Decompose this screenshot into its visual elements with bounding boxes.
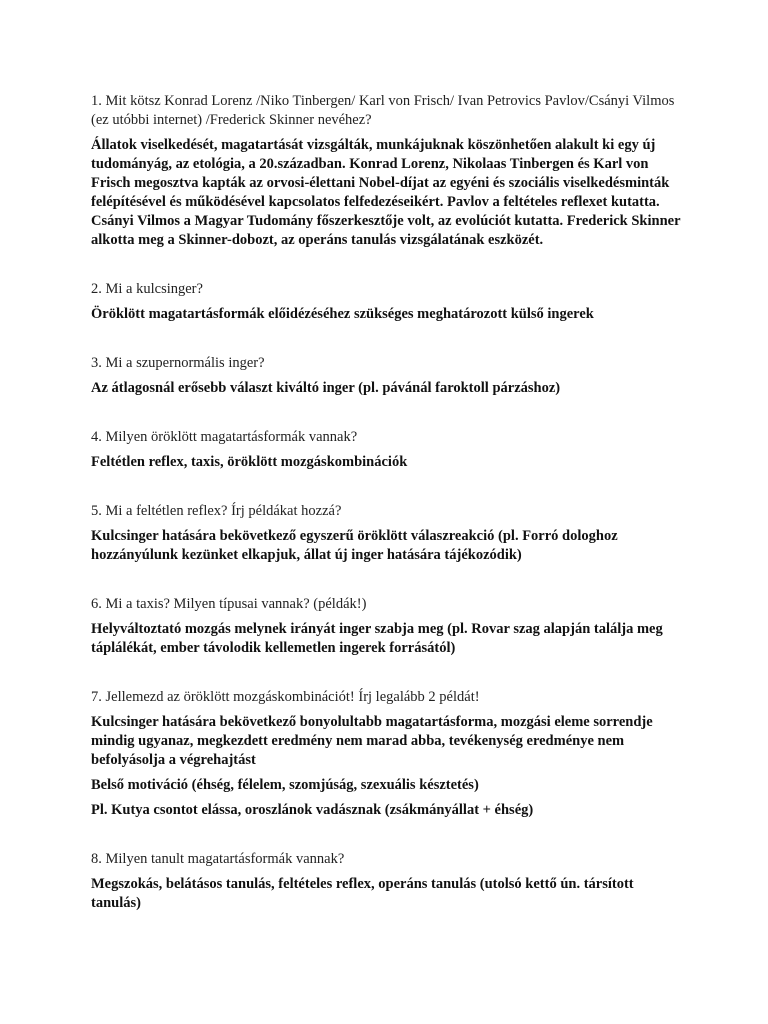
question-4: 4. Milyen öröklött magatartásformák vannak? [91, 429, 358, 445]
question-2: 2. Mi a kulcsinger? [91, 281, 203, 297]
question-block-2 [91, 280, 681, 324]
answer-3: Az átlagosnál erősebb választ kiváltó inger (pl. pávánál faroktoll párzáshoz) [91, 380, 561, 396]
answer-1: Állatok viselkedését, magatartását vizsgálták, munkájuknak köszönhetően alakult ki egy új tudományág, az etológia, a 20.században. Konrad Lorenz, Nikolaas Tinbergen és Karl von Frisch megosztva kapták az orvosi-élettani Nobel-díjat az egyéni és szociális viselkedésminták felépítésével és működésével kapcsolatos felfedezéseikért. Pavlov a feltételes reflexet kutatta. Csányi Vilmos a Magyar Tudomány főszerkesztője volt, az evolúciót kutatta. Frederick Skinner alkotta meg a Skinner-dobozt, az operáns tanulás vizsgálatának eszközét. [91, 137, 681, 248]
answer-8: Megszokás, belátásos tanulás, feltételes reflex, operáns tanulás (utolsó kettő ún. társított tanulás) [91, 876, 634, 911]
question-block-1 [91, 92, 681, 250]
question-8: 8. Milyen tanult magatartásformák vannak? [91, 851, 345, 867]
question-5: 5. Mi a feltétlen reflex? Írj példákat hozzá? [91, 503, 342, 519]
question-7: 7. Jellemezd az öröklött mozgáskombinációt! Írj legalább 2 példát! [91, 689, 480, 705]
question-block-4 [91, 428, 681, 472]
question-6: 6. Mi a taxis? Milyen típusai vannak? (példák!) [91, 596, 367, 612]
document-page [91, 92, 681, 943]
question-block-3 [91, 354, 681, 398]
question-block-7 [91, 688, 681, 820]
question-block-6 [91, 595, 681, 658]
question-3: 3. Mi a szupernormális inger? [91, 355, 265, 371]
question-block-8 [91, 850, 681, 913]
question-1: 1. Mit kötsz Konrad Lorenz /Niko Tinbergen/ Karl von Frisch/ Ivan Petrovics Pavlov/Csányi Vilmos (ez utóbbi internet) /Frederick Skinner nevéhez? [91, 93, 675, 128]
answer-6: Helyváltoztató mozgás melynek irányát inger szabja meg (pl. Rovar szag alapján találja meg táplálékát, ember távolodik kellemetlen ingerek forrásától) [91, 621, 663, 656]
answer-7-motivation: Belső motiváció (éhség, félelem, szomjúság, szexuális késztetés) [91, 777, 479, 793]
answer-7-definition: Kulcsinger hatására bekövetkező bonyolultabb magatartásforma, mozgási eleme sorrendje mindig ugyanaz, megkezdett eredmény nem marad abba, tevékenység eredménye nem befolyásolja a végrehajtást [91, 714, 653, 768]
answer-4: Feltétlen reflex, taxis, öröklött mozgáskombinációk [91, 454, 408, 470]
question-block-5 [91, 502, 681, 565]
answer-5: Kulcsinger hatására bekövetkező egyszerű öröklött válaszreakció (pl. Forró dologhoz hozzányúlunk kezünket elkapjuk, állat új inger hatására tájékozódik) [91, 528, 618, 563]
answer-2: Öröklött magatartásformák előidézéséhez szükséges meghatározott külső ingerek [91, 306, 594, 322]
answer-7-examples: Pl. Kutya csontot elássa, oroszlánok vadásznak (zsákmányállat + éhség) [91, 802, 534, 818]
